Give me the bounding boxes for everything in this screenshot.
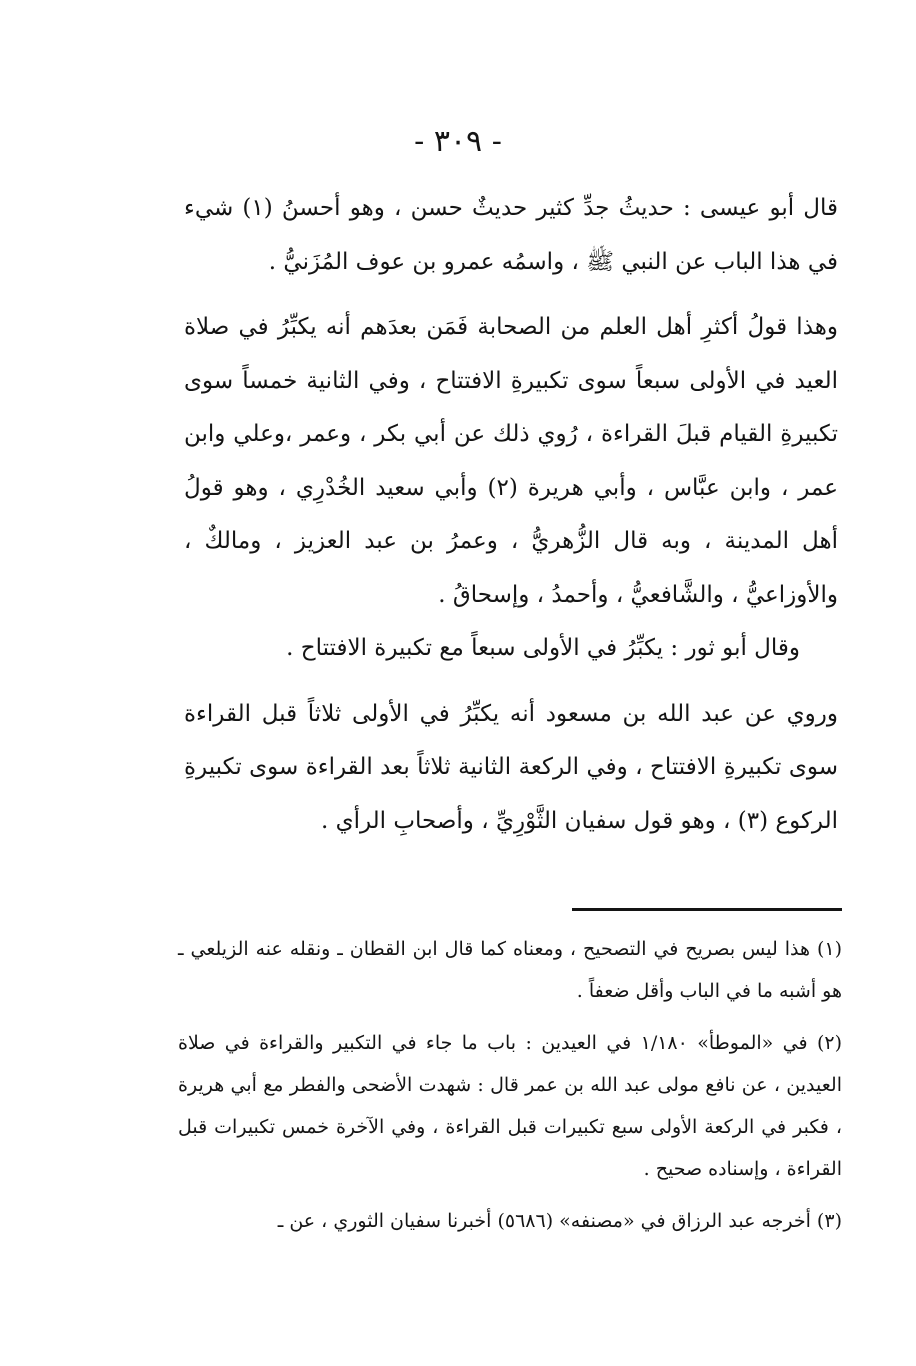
footnote-3: (٣) أخرجه عبد الرزاق في «مصنفه» (٥٦٨٦) أخبرنا سفيان الثوري ، عن ـ <box>277 1210 842 1232</box>
paragraph-ibn-masud: وروي عن عبد الله بن مسعود أنه يكبِّرُ في الأولى ثلاثاً قبل القراءة سوى تكبيرةِ الافتتاح ، وفي الركعة الثانية ثلاثاً بعد القراءة سوى تكبيرةِ الركوع (٣) ، وهو قول سفيان الثَّوْرِيِّ ، وأصحابِ الرأي . <box>184 700 838 834</box>
paragraph-hadith-grade: قال أبو عيسى : حديثُ جدِّ كثير حديثٌ حسن ، وهو أحسنُ (١) شيء في هذا الباب عن النبي ﷺ ، واسمُه عمرو بن عوف المُزَنيُّ . <box>184 195 838 275</box>
paragraph-majority-opinion: وهذا قولُ أكثرِ أهل العلم من الصحابة فَمَن بعدَهم أنه يكبِّرُ في صلاة العيد في الأولى سبعاً سوى تكبيرةِ الافتتاح ، وفي الثانية خمساً سوى تكبيرةِ القيام قبلَ القراءة ، رُوي ذلك عن أبي بكر ، وعمر ،وعلي وابن عمر ، وابن عبَّاس ، وأبي هريرة (٢) وأبي سعيد الخُدْرِي ، وهو قولُ أهل المدينة ، وبه قال الزُّهريُّ ، وعمرُ بن عبد العزيز ، ومالكٌ ، والأوزاعيُّ ، والشَّافعيُّ ، وأحمدُ ، وإسحاقُ . <box>184 314 839 608</box>
main-text <box>184 182 838 848</box>
footnotes <box>178 928 842 1242</box>
footnote-separator <box>572 908 842 911</box>
footnote-1: (١) هذا ليس بصريح في التصحيح ، ومعناه كما قال ابن القطان ـ ونقله عنه الزيلعي ـ هو أشبه ما في الباب وأقل ضعفاً . <box>178 938 842 1002</box>
paragraph-abu-thawr: وقال أبو ثور : يكبِّرُ في الأولى سبعاً مع تكبيرة الافتتاح . <box>286 635 800 661</box>
page-number: - ٣٠٩ - <box>414 124 502 159</box>
footnote-2: (٢) في «الموطأ» ١/١٨٠ في العيدين : باب ما جاء في التكبير والقراءة في صلاة العيدين ، عن نافع مولى عبد الله بن عمر قال : شهدت الأضحى والفطر مع أبي هريرة ، فكبر في الركعة الأولى سبع تكبيرات قبل القراءة ، وفي الآخرة خمس تكبيرات قبل القراءة ، وإسناده صحيح . <box>178 1032 843 1180</box>
